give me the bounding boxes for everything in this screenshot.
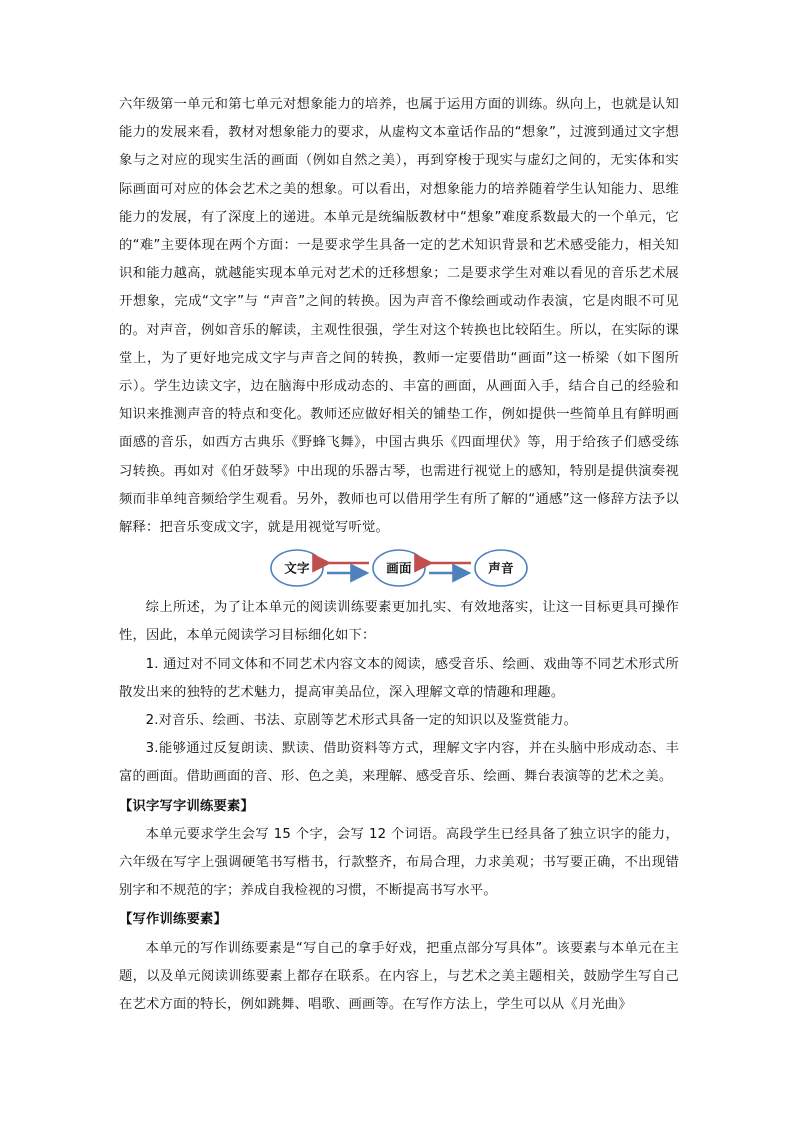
text-image-sound-diagram	[119, 546, 679, 590]
node-sound	[475, 550, 527, 586]
literacy-heading: 【识字写字训练要素】	[119, 798, 254, 814]
reading-goal-2: 2.对音乐、绘画、书法、京剧等艺术形式具备一定的知识以及鉴赏能力。	[145, 713, 578, 729]
summary-paragraph: 综上所述，为了让本单元的阅读训练要素更加扎实、有效地落实，让这一目标更具可操作性，因此，本单元阅读学习目标细化如下：	[119, 600, 679, 644]
diagram-svg	[269, 546, 529, 590]
node-image-label: 画面	[386, 560, 412, 576]
node-sound-label: 声音	[488, 560, 514, 576]
writing-heading: 【写作训练要素】	[119, 912, 227, 928]
writing-paragraph: 本单元的写作训练要素是“写自己的拿手好戏，把重点部分写具体”。该要素与本单元在主题，以及单元阅读训练要素上都存在联系。在内容上，与艺术之美主题相关，鼓励学生写自己在艺术方面的特长，例如跳舞、唱歌、画画等。在写作方法上，学生可以从《月光曲》	[119, 940, 679, 1013]
node-text-label: 文字	[284, 560, 310, 576]
reading-goal-3: 3.能够通过反复朗读、默读、借助资料等方式，理解文字内容，并在头脑中形成动态、丰富的画面。借助画面的音、形、色之美，来理解、感受音乐、绘画、舞台表演等的艺术之美。	[119, 741, 679, 785]
node-text	[271, 550, 323, 586]
literacy-paragraph: 本单元要求学生会写 15 个字，会写 12 个词语。高段学生已经具备了独立识字的能力，六年级在写字上强调硬笔书写楷书，行款整齐，布局合理，力求美观；书写要正确，不出现错别字和不规范的字；养成自我检视的习惯，不断提高书写水平。	[119, 826, 679, 899]
node-image	[373, 550, 425, 586]
intro-paragraph: 六年级第一单元和第七单元对想象能力的培养，也属于运用方面的训练。纵向上，也就是认知能力的发展来看，教材对想象能力的要求，从虚构文本童话作品的“想象”，过渡到通过文字想象与之对应的现实生活的画面（例如自然之美），再到穿梭于现实与虚幻之间的，无实体和实际画面可对应的体会艺术之美的想象。可以看出，对想象能力的培养随着学生认知能力、思维能力的发展，有了深度上的递进。本单元是统编版教材中“想象”难度系数最大的一个单元，它的“难”主要体现在两个方面：一是要求学生具备一定的艺术知识背景和艺术感受能力，相关知识和能力越高，就越能实现本单元对艺术的迁移想象；二是要求学生对难以看见的音乐艺术展开想象，完成“文字”与 “声音”之间的转换。因为声音不像绘画或动作表演，它是肉眼不可见的。对声音，例如音乐的解读，主观性很强，学生对这个转换也比较陌生。所以，在实际的课堂上，为了更好地完成文字与声音之间的转换，教师一定要借助“画面”这一桥梁（如下图所示）。学生边读文字，边在脑海中形成动态的、丰富的画面，从画面入手，结合自己的经验和知识来推测声音的特点和变化。教师还应做好相关的铺垫工作，例如提供一些简单且有鲜明画面感的音乐，如西方古典乐《野蜂飞舞》，中国古典乐《四面埋伏》等，用于给孩子们感受练习转换。再如对《伯牙鼓琴》中出现的乐器古琴，也需进行视觉上的感知，特别是提供演奏视频而非单纯音频给学生观看。另外，教师也可以借用学生有所了解的“通感”这一修辞方法予以解释：把音乐变成文字，就是用视觉写听觉。	[119, 97, 679, 536]
reading-goal-1: 1. 通过对不同文体和不同艺术内容文本的阅读，感受音乐、绘画、戏曲等不同艺术形式所散发出来的独特的艺术魅力，提高审美品位，深入理解文章的情趣和理趣。	[119, 656, 679, 700]
document-body	[119, 91, 679, 1019]
